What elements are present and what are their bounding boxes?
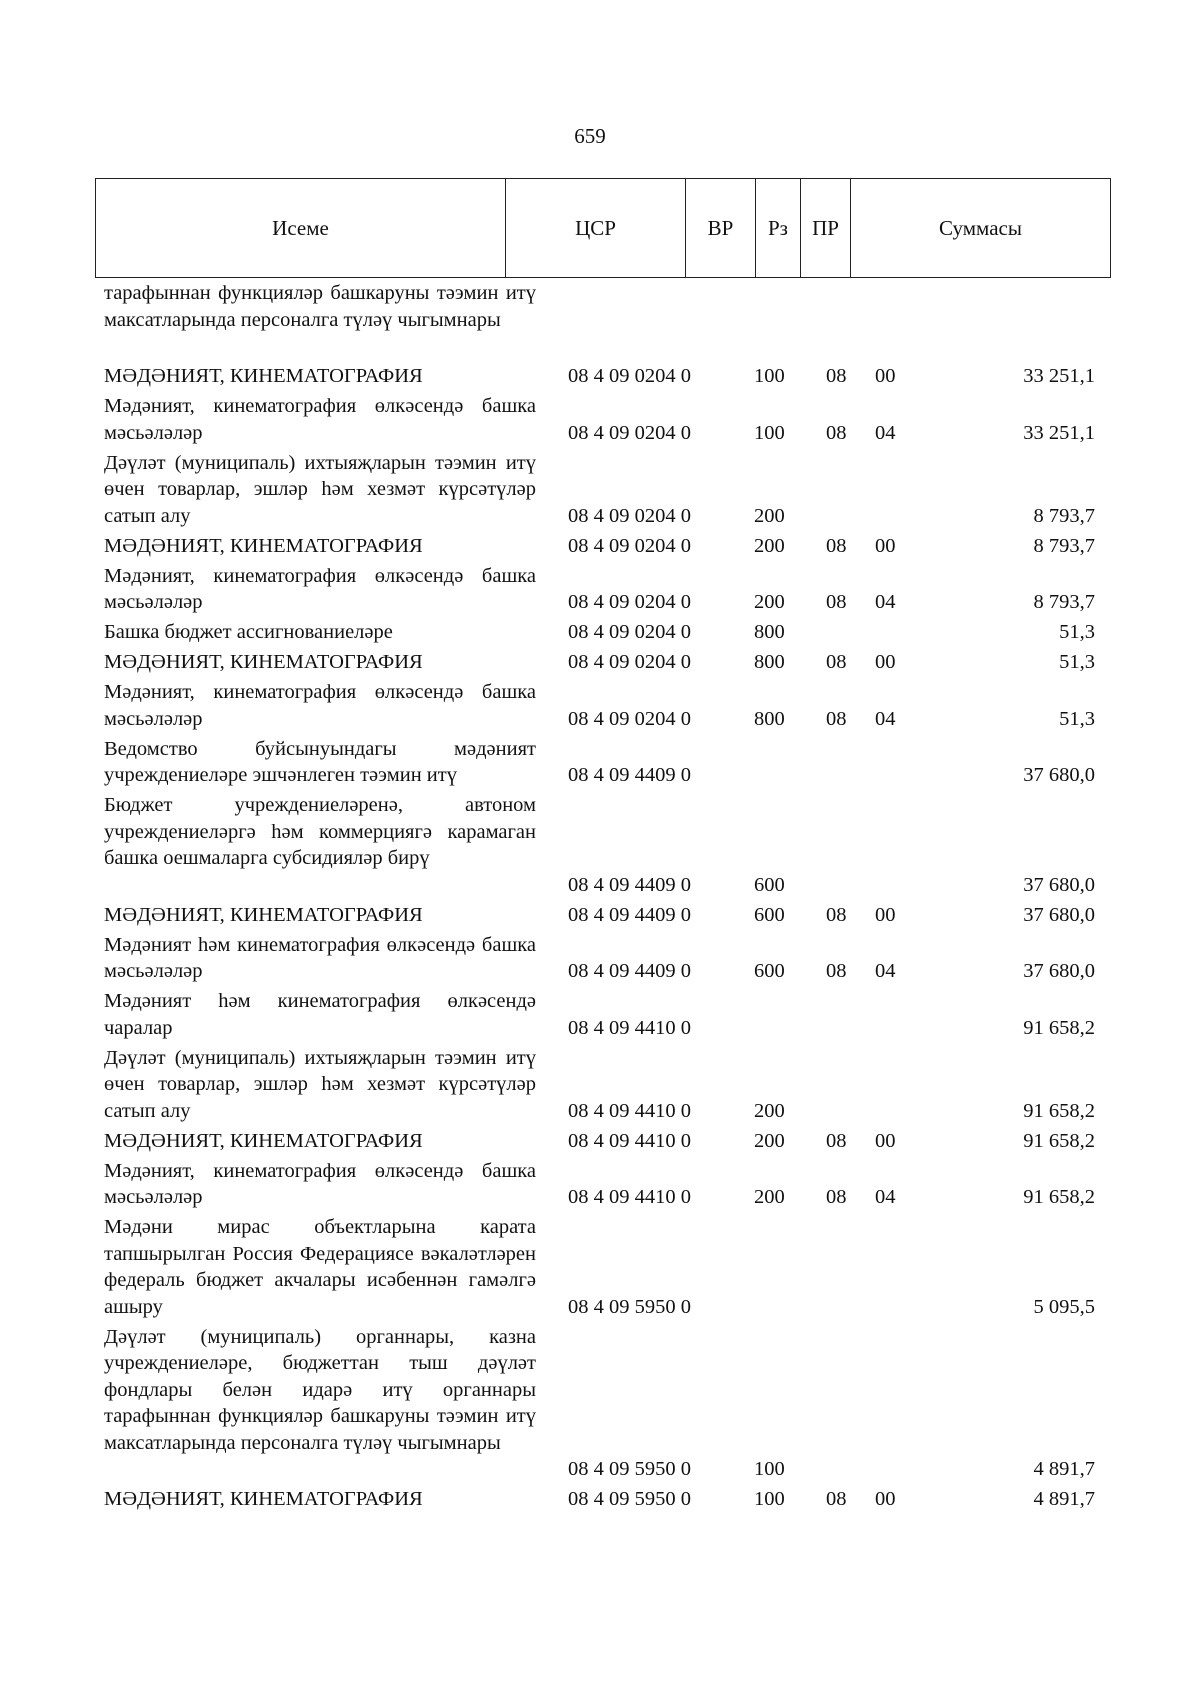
row-name: МӘДӘНИЯТ, КИНЕМАТОГРАФИЯ xyxy=(104,651,423,673)
row-vr: 600 xyxy=(754,960,785,982)
row-sum: 51,3 xyxy=(1059,707,1095,730)
row-pr: 00 xyxy=(875,534,896,557)
row-vr: 100 xyxy=(754,365,785,387)
table-row xyxy=(0,1045,1200,1125)
row-vr: 200 xyxy=(754,1186,785,1208)
row-rz: 08 xyxy=(826,591,847,613)
row-csr: 08 4 09 0204 0 xyxy=(568,365,691,387)
row-sum: 5 095,5 xyxy=(1033,1295,1095,1318)
row-sum: 91 658,2 xyxy=(1023,1129,1095,1152)
row-csr: 08 4 09 0204 0 xyxy=(568,707,691,730)
table-row xyxy=(0,736,1200,789)
row-vr: 800 xyxy=(754,651,785,673)
row-name: тарафыннан функцияләр башкаруны тәэмин итү максатларында персоналга түләү чыгымнары xyxy=(104,282,536,331)
row-sum: 91 658,2 xyxy=(1023,1186,1095,1208)
row-rz: 08 xyxy=(826,1488,847,1510)
row-name: Мәдәният һәм кинематография өлкәсендә башка мәсьәләләр xyxy=(104,933,536,982)
table-row xyxy=(0,450,1200,530)
row-vr: 800 xyxy=(754,707,785,730)
row-pr: 04 xyxy=(875,960,896,982)
row-pr: 00 xyxy=(875,1488,896,1510)
row-name: Бюджет учреждениеләренә, автоном учреждениеләргә һәм коммерциягә карамаган башка оешмаларга субсидияләр бирү xyxy=(104,794,536,869)
table-row xyxy=(0,1486,1200,1513)
row-rz: 08 xyxy=(826,960,847,982)
row-sum: 4 891,7 xyxy=(1033,1488,1095,1510)
header-sum: Суммасы xyxy=(851,179,1111,278)
row-name: МӘДӘНИЯТ, КИНЕМАТОГРАФИЯ xyxy=(104,365,423,387)
row-sum: 37 680,0 xyxy=(1023,873,1095,896)
table-row xyxy=(0,932,1200,985)
row-csr: 08 4 09 5950 0 xyxy=(568,1295,691,1318)
row-sum: 33 251,1 xyxy=(1023,421,1095,444)
row-pr: 00 xyxy=(875,365,896,387)
page-number: 659 xyxy=(574,124,606,148)
header-rz: Рз xyxy=(756,179,801,278)
row-name: Дәүләт (муниципаль) ихтыяҗларын тәэмин итү өчен товарлар, эшләр һәм хезмәт күрсәтүләр сатып алу xyxy=(104,1046,536,1122)
row-pr: 04 xyxy=(875,591,896,613)
row-name: МӘДӘНИЯТ, КИНЕМАТОГРАФИЯ xyxy=(104,534,423,557)
row-vr: 200 xyxy=(754,1129,785,1152)
table-row xyxy=(0,1158,1200,1211)
row-name: Мәдәният, кинематография өлкәсендә башка мәсьәләләр xyxy=(104,1159,536,1208)
table-header xyxy=(95,178,1111,278)
row-vr: 800 xyxy=(754,621,785,643)
row-name: Дәүләт (муниципаль) ихтыяҗларын тәэмин итү өчен товарлар, эшләр һәм хезмәт күрсәтүләр сатып алу xyxy=(104,451,536,527)
row-name: МӘДӘНИЯТ, КИНЕМАТОГРАФИЯ xyxy=(104,903,423,926)
row-csr: 08 4 09 5950 0 xyxy=(568,1458,691,1480)
row-csr: 08 4 09 5950 0 xyxy=(568,1488,691,1510)
row-sum: 91 658,2 xyxy=(1023,1016,1095,1039)
row-csr: 08 4 09 4409 0 xyxy=(568,903,691,926)
row-vr: 100 xyxy=(754,1458,785,1480)
row-csr: 08 4 09 4409 0 xyxy=(568,873,691,896)
row-vr: 200 xyxy=(754,534,785,557)
table-row xyxy=(0,393,1200,446)
row-pr: 00 xyxy=(875,903,896,926)
row-name: Ведомство буйсынуындагы мәдәният учреждениеләре эшчәнлеген тәэмин итү xyxy=(104,737,536,786)
table-row xyxy=(0,363,1200,390)
row-csr: 08 4 09 0204 0 xyxy=(568,421,691,444)
row-csr: 08 4 09 0204 0 xyxy=(568,591,691,613)
row-name: МӘДӘНИЯТ, КИНЕМАТОГРАФИЯ xyxy=(104,1129,423,1152)
row-name: МӘДӘНИЯТ, КИНЕМАТОГРАФИЯ xyxy=(104,1488,423,1510)
table-row xyxy=(0,902,1200,929)
row-sum: 91 658,2 xyxy=(1023,1099,1095,1122)
row-rz: 08 xyxy=(826,1129,847,1152)
row-name: Мәдәни мирас объектларына карата тапшырылган Россия Федерациясе вәкаләтләрен федераль бюджет акчалары исәбеннән гамәлгә ашыру xyxy=(104,1216,536,1318)
row-name: Мәдәният, кинематография өлкәсендә башка мәсьәләләр xyxy=(104,395,536,444)
row-csr: 08 4 09 4409 0 xyxy=(568,764,691,786)
row-pr: 04 xyxy=(875,707,896,730)
row-vr: 200 xyxy=(754,504,785,527)
table-row xyxy=(0,1214,1200,1320)
row-name: Дәүләт (муниципаль) органнары, казна учреждениеләре, бюджеттан тыш дәүләт фондлары белән идарә итү органнары тарафыннан функцияләр башкаруны тәэмин итү максатларында персоналга түләү чыгымнары xyxy=(104,1325,536,1454)
row-csr: 08 4 09 4410 0 xyxy=(568,1129,691,1152)
row-csr: 08 4 09 0204 0 xyxy=(568,504,691,527)
table-row xyxy=(0,792,1200,898)
row-sum: 37 680,0 xyxy=(1023,903,1095,926)
row-sum: 8 793,7 xyxy=(1033,504,1095,527)
row-rz: 08 xyxy=(826,534,847,557)
row-vr: 100 xyxy=(754,1488,785,1510)
table-row xyxy=(0,533,1200,560)
row-rz: 08 xyxy=(826,707,847,730)
row-csr: 08 4 09 4410 0 xyxy=(568,1016,691,1039)
header-csr: ЦСР xyxy=(506,179,686,278)
row-rz: 08 xyxy=(826,365,847,387)
row-sum: 8 793,7 xyxy=(1033,534,1095,557)
row-name: Мәдәният, кинематография өлкәсендә башка мәсьәләләр xyxy=(104,564,536,613)
row-sum: 51,3 xyxy=(1059,651,1095,673)
row-pr: 04 xyxy=(875,1186,896,1208)
row-rz: 08 xyxy=(826,651,847,673)
table-row xyxy=(0,280,1200,360)
row-vr: 200 xyxy=(754,1099,785,1122)
header-name: Исеме xyxy=(96,179,506,278)
row-pr: 00 xyxy=(875,1129,896,1152)
row-sum: 51,3 xyxy=(1059,621,1095,643)
header-vr: ВР xyxy=(686,179,756,278)
row-csr: 08 4 09 4410 0 xyxy=(568,1099,691,1122)
row-sum: 37 680,0 xyxy=(1023,960,1095,982)
row-csr: 08 4 09 4409 0 xyxy=(568,960,691,982)
header-pr: ПР xyxy=(801,179,851,278)
table-row xyxy=(0,563,1200,616)
table-row xyxy=(0,679,1200,732)
row-pr: 00 xyxy=(875,651,896,673)
row-sum: 8 793,7 xyxy=(1033,591,1095,613)
row-name: Мәдәният, кинематография өлкәсендә башка мәсьәләләр xyxy=(104,681,536,730)
row-vr: 100 xyxy=(754,421,785,444)
row-vr: 600 xyxy=(754,903,785,926)
row-csr: 08 4 09 4410 0 xyxy=(568,1186,691,1208)
table-body xyxy=(0,280,1200,1516)
table-row xyxy=(0,1324,1200,1483)
row-pr: 04 xyxy=(875,421,896,444)
row-rz: 08 xyxy=(826,903,847,926)
row-csr: 08 4 09 0204 0 xyxy=(568,534,691,557)
row-sum: 4 891,7 xyxy=(1033,1458,1095,1480)
row-csr: 08 4 09 0204 0 xyxy=(568,651,691,673)
row-rz: 08 xyxy=(826,421,847,444)
row-sum: 37 680,0 xyxy=(1023,764,1095,786)
row-vr: 200 xyxy=(754,591,785,613)
row-vr: 600 xyxy=(754,873,785,896)
table-row xyxy=(0,988,1200,1041)
row-sum: 33 251,1 xyxy=(1023,365,1095,387)
table-row xyxy=(0,619,1200,646)
table-row xyxy=(0,1128,1200,1155)
row-name: Башка бюджет ассигнованиеләре xyxy=(104,621,393,643)
row-rz: 08 xyxy=(826,1186,847,1208)
row-name: Мәдәният һәм кинематография өлкәсендә чаралар xyxy=(104,990,536,1039)
table-row xyxy=(0,649,1200,676)
row-csr: 08 4 09 0204 0 xyxy=(568,621,691,643)
